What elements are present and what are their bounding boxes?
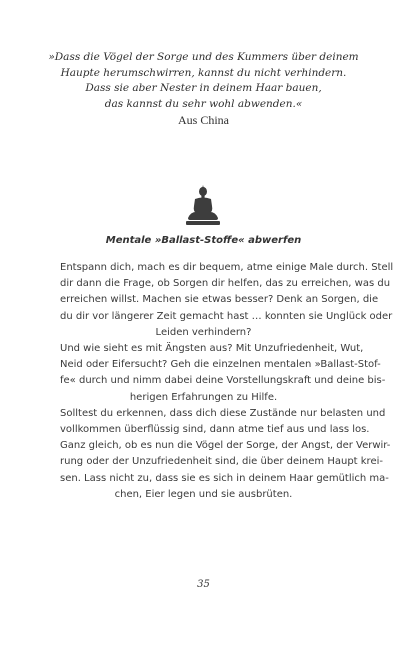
body-line: chen, Eier legen und sie ausbrüten.	[114, 488, 293, 500]
body-line: rung oder der Unzufriedenheit sind, die über deinem Haupt krei-	[60, 456, 383, 468]
body-text	[60, 260, 394, 503]
page-number: 35	[197, 579, 210, 590]
body-line: du dir vor längerer Zeit gemacht hast … konnten sie Unglück oder	[60, 310, 393, 322]
body-line: Neid oder Eifersucht? Geh die einzelnen mentalen »Ballast-Stof-	[60, 359, 381, 371]
quote-line: das kannst du sehr wohl abwenden.«	[104, 97, 303, 110]
body-line: vollkommen überflüssig sind, dann atme tief aus und lass los.	[60, 424, 370, 436]
body-line: Entspann dich, mach es dir bequem, atme einige Male durch. Stell	[60, 262, 394, 273]
quote-line: »Dass die Vögel der Sorge und des Kummers über deinem	[48, 51, 359, 63]
quote-line: Haupte herumschwirren, kannst du nicht verhindern.	[60, 66, 347, 79]
body-line: herigen Erfahrungen zu Hilfe.	[129, 391, 278, 403]
buddha-icon	[183, 184, 223, 226]
section-heading: Mentale »Ballast-Stoffe« abwerfen	[105, 235, 302, 246]
body-line: Ganz gleich, ob es nun die Vögel der Sorge, der Angst, der Verwir-	[60, 440, 391, 452]
body-line: Und wie sieht es mit Ängsten aus? Mit Unzufriedenheit, Wut,	[60, 343, 364, 355]
body-line: dir dann die Frage, ob Sorgen dir helfen, das zu erreichen, was du	[60, 278, 391, 290]
body-line: Leiden verhindern?	[155, 326, 252, 338]
epigraph-quote	[0, 50, 407, 129]
body-line: sen. Lass nicht zu, dass sie es sich in deinem Haar gemütlich ma-	[60, 472, 389, 484]
body-line: Solltest du erkennen, dass dich diese Zustände nur belasten und	[60, 407, 386, 419]
quote-source: Aus China	[178, 113, 229, 127]
quote-line: Dass sie aber Nester in deinem Haar bauen,	[85, 82, 322, 94]
body-line: erreichen willst. Machen sie etwas besser? Denk an Sorgen, die	[60, 294, 379, 306]
body-line: fe« durch und nimm dabei deine Vorstellungskraft und deine bis-	[60, 375, 386, 387]
